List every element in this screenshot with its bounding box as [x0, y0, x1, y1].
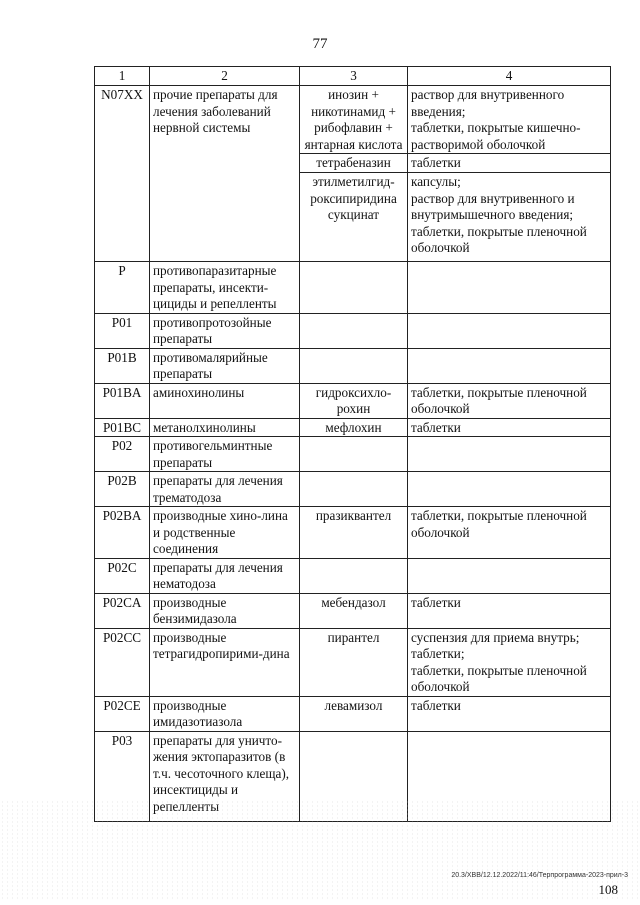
- table-row: [95, 262, 611, 314]
- page-number: 77: [312, 36, 328, 52]
- form-subcell: [408, 154, 610, 173]
- drug-name-line: янтарная кислота: [304, 136, 403, 152]
- table-row: [95, 418, 611, 437]
- table-row: [95, 472, 611, 507]
- form-cell: [408, 262, 611, 314]
- footer-stamp: 20.3/ХВВ/12.12.2022/11:46/Терпрограмма-2023-прил-3: [451, 872, 628, 879]
- dosage-form-line: раствор для внутривенного введения;: [411, 87, 565, 119]
- drug-name-line: никотинамид +: [311, 103, 396, 119]
- drug-cell: [300, 472, 408, 507]
- drug-subcell: [300, 154, 407, 173]
- group-name: производные имидазотиазола: [150, 696, 300, 731]
- drug-cell: [300, 558, 408, 593]
- drug-name-line: празиквантел: [315, 508, 392, 523]
- dosage-form-line: суспензия для приема внутрь;: [411, 629, 580, 645]
- dosage-form-line: капсулы;: [411, 174, 461, 189]
- drug-name-line: мебендазол: [321, 594, 386, 610]
- atc-code: P02B: [95, 472, 150, 507]
- group-name: производные тетрагидропирими-дина: [150, 628, 300, 696]
- form-cell: [408, 558, 611, 593]
- form-cell: [408, 507, 611, 559]
- column-header: 1: [95, 67, 150, 86]
- table-row: [95, 437, 611, 472]
- drug-table: [94, 66, 611, 822]
- drug-name-line: роксипиридина: [310, 190, 397, 206]
- atc-code: P02: [95, 437, 150, 472]
- dosage-form-line: раствор для внутривенного и внутримышечного введения;: [411, 190, 575, 222]
- drug-name-line: левамизол: [324, 697, 383, 713]
- form-cell: [408, 472, 611, 507]
- drug-cell: [300, 628, 408, 696]
- column-header: 3: [300, 67, 408, 86]
- sheet-number: 108: [598, 882, 618, 897]
- atc-code: P02CE: [95, 696, 150, 731]
- form-subcell: [408, 173, 610, 261]
- drug-cell: [300, 418, 408, 437]
- group-name: противопротозойные препараты: [150, 313, 300, 348]
- group-name: метанолхинолины: [150, 418, 300, 437]
- group-name: прочие препараты для лечения заболеваний нервной системы: [150, 86, 300, 262]
- form-cell: [408, 437, 611, 472]
- dosage-form-line: таблетки: [411, 419, 461, 435]
- form-cell: [408, 348, 611, 383]
- group-name: производные бензимидазола: [150, 593, 300, 628]
- drug-name-line: инозин +: [328, 87, 379, 102]
- form-cell: [408, 313, 611, 348]
- dosage-form-line: таблетки, покрытые пленочной оболочкой: [411, 508, 587, 540]
- dosage-form-line: таблетки, покрытые пленочной оболочкой: [411, 384, 587, 416]
- table-row: [95, 507, 611, 559]
- dosage-form-line: таблетки, покрытые пленочной оболочкой: [411, 662, 587, 694]
- drug-cell: [300, 696, 408, 731]
- drug-cell: [300, 262, 408, 314]
- dosage-form-line: таблетки: [411, 155, 461, 170]
- group-name: производные хино-лина и родственные соединения: [150, 507, 300, 559]
- table-row: [95, 593, 611, 628]
- drug-cell: [300, 383, 408, 418]
- table-row: [95, 313, 611, 348]
- group-name: противогельминтные препараты: [150, 437, 300, 472]
- drug-subcell: [300, 86, 407, 154]
- group-name: препараты для уничто-жения эктопаразитов (в т.ч. чесоточного клеща), инсектициды и репелленты: [150, 731, 300, 821]
- drug-name-line: пирантел: [327, 629, 380, 645]
- atc-code: P03: [95, 731, 150, 821]
- atc-code: P02BA: [95, 507, 150, 559]
- form-cell: [408, 383, 611, 418]
- form-cell: [408, 628, 611, 696]
- table-row: [95, 383, 611, 418]
- table-row: [95, 696, 611, 731]
- drug-cell: [300, 437, 408, 472]
- table-row: [95, 348, 611, 383]
- drug-name-line: гидроксихло-: [315, 384, 392, 400]
- drug-name-line: сукцинат: [327, 207, 380, 222]
- form-cell: [408, 86, 611, 262]
- group-name: препараты для лечения нематодоза: [150, 558, 300, 593]
- column-header: 4: [408, 67, 611, 86]
- group-name: противопаразитарные препараты, инсекти-цициды и репелленты: [150, 262, 300, 314]
- drug-cell: [300, 86, 408, 262]
- form-subcell: [408, 86, 610, 154]
- table-row: [95, 558, 611, 593]
- drug-name-line: рохин: [336, 401, 371, 416]
- table-row: [95, 86, 611, 262]
- group-name: аминохинолины: [150, 383, 300, 418]
- drug-name-line: этилметилгид-: [312, 174, 395, 189]
- drug-subcell: [300, 173, 407, 261]
- drug-cell: [300, 313, 408, 348]
- table-row: [95, 628, 611, 696]
- atc-code: P: [95, 262, 150, 314]
- atc-code: P01BA: [95, 383, 150, 418]
- group-name: препараты для лечения трематодоза: [150, 472, 300, 507]
- atc-code: P01BC: [95, 418, 150, 437]
- column-header: 2: [150, 67, 300, 86]
- atc-code: N07XX: [95, 86, 150, 262]
- drug-name-line: мефлохин: [325, 419, 382, 435]
- drug-cell: [300, 593, 408, 628]
- drug-cell: [300, 507, 408, 559]
- table-header-row: [95, 67, 611, 86]
- group-name: противомалярийные препараты: [150, 348, 300, 383]
- atc-code: P01: [95, 313, 150, 348]
- form-cell: [408, 593, 611, 628]
- dosage-form-line: таблетки;: [411, 646, 465, 661]
- form-cell: [408, 696, 611, 731]
- scan-noise: [0, 800, 640, 900]
- atc-code: P02CA: [95, 593, 150, 628]
- dosage-form-line: таблетки: [411, 697, 461, 713]
- drug-name-line: рибофлавин +: [314, 120, 393, 135]
- dosage-form-line: таблетки: [411, 594, 461, 610]
- form-cell: [408, 418, 611, 437]
- atc-code: P02C: [95, 558, 150, 593]
- drug-name-line: тетрабеназин: [316, 155, 391, 170]
- atc-code: P02CC: [95, 628, 150, 696]
- dosage-form-line: таблетки, покрытые пленочной оболочкой: [411, 223, 587, 255]
- dosage-form-line: таблетки, покрытые кишечно-растворимой оболочкой: [411, 120, 581, 152]
- drug-cell: [300, 348, 408, 383]
- atc-code: P01B: [95, 348, 150, 383]
